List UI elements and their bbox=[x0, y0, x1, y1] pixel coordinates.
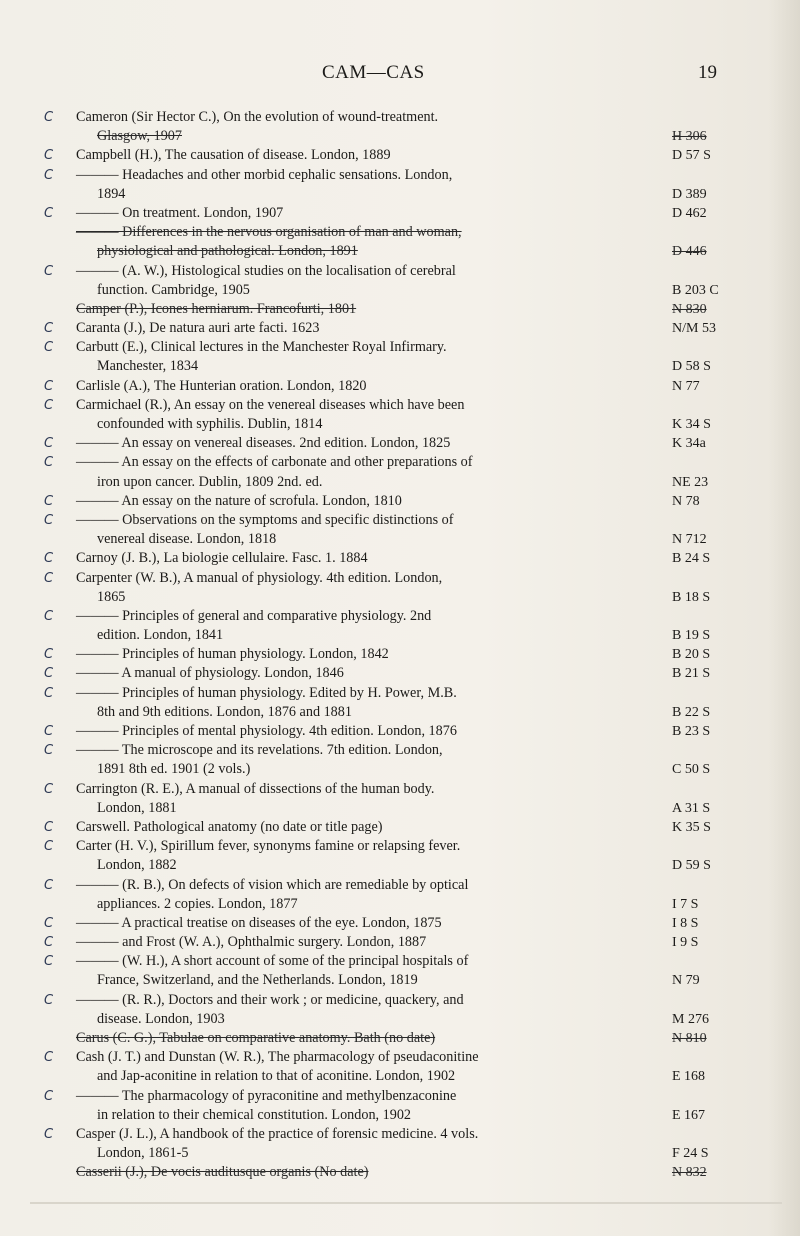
shelf-mark: NE 23 bbox=[672, 474, 709, 490]
catalogue-line bbox=[0, 1010, 800, 1029]
entry-text: ——— Principles of general and comparative physiology. 2nd bbox=[76, 607, 432, 624]
shelf-mark: N 77 bbox=[672, 378, 700, 394]
entry-text: Casper (J. L.), A handbook of the practice of forensic medicine. 4 vols. bbox=[76, 1125, 479, 1142]
shelf-mark: D 462 bbox=[672, 205, 707, 221]
entry-text: Campbell (H.), The causation of disease. London, 1889 bbox=[76, 147, 391, 164]
pencil-mark: C bbox=[44, 551, 54, 567]
catalogue-line bbox=[0, 1125, 800, 1144]
pencil-mark: C bbox=[44, 167, 54, 183]
entry-text: London, 1881 bbox=[97, 799, 177, 816]
page-number: 19 bbox=[698, 62, 717, 83]
catalogue-line bbox=[0, 1163, 800, 1182]
catalogue-line bbox=[0, 242, 800, 261]
shelf-mark: B 22 S bbox=[672, 704, 711, 720]
catalogue-line bbox=[0, 473, 800, 492]
catalogue-line bbox=[0, 146, 800, 165]
catalogue-line bbox=[0, 1048, 800, 1067]
entry-text: appliances. 2 copies. London, 1877 bbox=[97, 895, 298, 912]
pencil-mark: C bbox=[44, 608, 54, 624]
shelf-mark: D 389 bbox=[672, 186, 707, 202]
catalogue-line bbox=[0, 703, 800, 722]
entry-text: iron upon cancer. Dublin, 1809 2nd. ed. bbox=[97, 473, 323, 490]
catalogue-line bbox=[0, 1087, 800, 1106]
pencil-mark: C bbox=[44, 263, 54, 279]
entry-text: ——— On treatment. London, 1907 bbox=[76, 204, 284, 221]
pencil-mark: C bbox=[44, 570, 54, 586]
shelf-mark: K 34 S bbox=[672, 417, 711, 432]
pencil-mark: C bbox=[44, 743, 54, 759]
shelf-mark: B 20 S bbox=[672, 647, 711, 663]
catalogue-line bbox=[0, 166, 800, 185]
entry-text: 1891 8th ed. 1901 (2 vols.) bbox=[97, 761, 251, 778]
shelf-mark: I 9 S bbox=[672, 935, 699, 951]
catalogue-line bbox=[0, 780, 800, 799]
catalogue-line bbox=[0, 511, 800, 530]
entry-text: Casserii (J.), De vocis auditusque organis (No date) bbox=[76, 1164, 369, 1181]
catalogue-line bbox=[0, 549, 800, 568]
catalogue-line bbox=[0, 357, 800, 376]
shelf-mark: C 50 S bbox=[672, 762, 711, 778]
shelf-mark: N 830 bbox=[672, 301, 707, 317]
catalogue-line bbox=[0, 530, 800, 549]
entry-text: and Jap-aconitine in relation to that of aconitine. London, 1902 bbox=[97, 1068, 456, 1085]
entry-text: Camper (P.), Icones herniarum. Francofurti, 1801 bbox=[76, 300, 357, 317]
shelf-mark: K 35 S bbox=[672, 819, 711, 835]
entry-text: Cash (J. T.) and Dunstan (W. R.), The pharmacology of pseudaconitine bbox=[76, 1049, 479, 1066]
pencil-mark: C bbox=[44, 378, 54, 394]
pencil-mark: C bbox=[44, 992, 54, 1008]
catalogue-line bbox=[0, 760, 800, 779]
pencil-mark: C bbox=[44, 877, 54, 893]
entry-text: ——— The microscope and its revelations. 7th edition. London, bbox=[76, 742, 443, 759]
pencil-mark: C bbox=[44, 915, 54, 931]
entry-text: France, Switzerland, and the Netherlands. London, 1819 bbox=[97, 972, 418, 989]
catalogue-line bbox=[0, 1067, 800, 1086]
pencil-mark: C bbox=[44, 148, 54, 164]
catalogue-line bbox=[0, 319, 800, 338]
catalogue-line bbox=[0, 626, 800, 645]
entry-text: ——— (R. B.), On defects of vision which are remediable by optical bbox=[76, 876, 469, 893]
entry-text: ——— Principles of mental physiology. 4th edition. London, 1876 bbox=[76, 723, 457, 739]
pencil-mark: C bbox=[44, 954, 54, 970]
pencil-mark: C bbox=[44, 935, 54, 951]
entry-text: function. Cambridge, 1905 bbox=[97, 281, 250, 298]
shelf-mark: N 712 bbox=[672, 532, 707, 548]
entry-text: ——— Principles of human physiology. Edited by H. Power, M.B. bbox=[76, 684, 457, 701]
shelf-mark: K 34a bbox=[672, 436, 706, 452]
pencil-mark: C bbox=[44, 819, 54, 835]
catalogue-line bbox=[0, 895, 800, 914]
shelf-mark: F 24 S bbox=[672, 1146, 709, 1162]
entry-text: ——— (A. W.), Histological studies on the localisation of cerebral bbox=[76, 262, 456, 279]
entry-text: Carswell. Pathological anatomy (no date or title page) bbox=[76, 818, 383, 835]
catalogue-line bbox=[0, 818, 800, 837]
catalogue-line bbox=[0, 434, 800, 453]
entry-text: Carbutt (E.), Clinical lectures in the Manchester Royal Infirmary. bbox=[76, 339, 447, 356]
entry-text: ——— Headaches and other morbid cephalic sensations. London, bbox=[76, 166, 453, 183]
entry-text: Carrington (R. E.), A manual of dissections of the human body. bbox=[76, 780, 435, 797]
entry-text: Cameron (Sir Hector C.), On the evolution of wound-treatment. bbox=[76, 109, 439, 125]
entry-text: ——— Differences in the nervous organisation of man and woman, bbox=[76, 224, 462, 241]
catalogue-line bbox=[0, 1144, 800, 1163]
shelf-mark: D 59 S bbox=[672, 858, 711, 874]
shelf-mark: N 78 bbox=[672, 493, 700, 509]
catalogue-line bbox=[0, 223, 800, 242]
catalogue-line bbox=[0, 684, 800, 703]
entry-text: Carus (C. G.), Tabulae on comparative anatomy. Bath (no date) bbox=[76, 1030, 436, 1046]
entry-text: 8th and 9th editions. London, 1876 and 1881 bbox=[97, 703, 352, 720]
entry-text: London, 1882 bbox=[97, 857, 177, 874]
page-header bbox=[0, 62, 800, 92]
pencil-mark: C bbox=[44, 321, 54, 337]
entry-text: Carmichael (R.), An essay on the venereal diseases which have been bbox=[76, 396, 465, 413]
catalogue-entries bbox=[0, 108, 800, 1183]
catalogue-line bbox=[0, 914, 800, 933]
catalogue-line bbox=[0, 952, 800, 971]
entry-text: ——— Principles of human physiology. London, 1842 bbox=[76, 646, 389, 663]
pencil-mark: C bbox=[44, 512, 54, 528]
catalogue-line bbox=[0, 262, 800, 281]
pencil-mark: C bbox=[44, 436, 54, 452]
entry-text: venereal disease. London, 1818 bbox=[97, 531, 277, 548]
entry-text: Carlisle (A.), The Hunterian oration. London, 1820 bbox=[76, 377, 367, 394]
entry-text: ——— An essay on the effects of carbonate and other preparations of bbox=[76, 454, 473, 471]
entry-text: disease. London, 1903 bbox=[97, 1010, 225, 1027]
entry-text: ——— (R. R.), Doctors and their work ; or medicine, quackery, and bbox=[76, 991, 464, 1008]
shelf-mark: B 24 S bbox=[672, 551, 711, 567]
entry-text: ——— Observations on the symptoms and specific distinctions of bbox=[76, 511, 454, 528]
catalogue-line bbox=[0, 300, 800, 319]
catalogue-line bbox=[0, 1106, 800, 1125]
catalogue-line bbox=[0, 991, 800, 1010]
shelf-mark: I 7 S bbox=[672, 896, 699, 912]
entry-text: ——— An essay on venereal diseases. 2nd edition. London, 1825 bbox=[76, 435, 451, 452]
catalogue-line bbox=[0, 1029, 800, 1048]
pencil-mark: C bbox=[44, 839, 54, 855]
catalogue-line bbox=[0, 837, 800, 856]
catalogue-line bbox=[0, 492, 800, 511]
shelf-mark: D 57 S bbox=[672, 148, 711, 164]
entry-text: physiological and pathological. London, 1891 bbox=[97, 243, 358, 260]
catalogue-line bbox=[0, 396, 800, 415]
shelf-mark: H 306 bbox=[672, 129, 707, 145]
shelf-mark: B 19 S bbox=[672, 628, 711, 644]
shelf-mark: B 203 C bbox=[672, 282, 719, 298]
shelf-mark: I 8 S bbox=[672, 915, 699, 931]
shelf-mark: E 168 bbox=[672, 1069, 706, 1085]
entry-text: confounded with syphilis. Dublin, 1814 bbox=[97, 416, 323, 432]
page-bottom-rule bbox=[30, 1202, 782, 1204]
running-head: CAM—CAS bbox=[322, 62, 425, 83]
catalogue-line bbox=[0, 127, 800, 146]
entry-text: ——— A manual of physiology. London, 1846 bbox=[76, 665, 344, 682]
catalogue-line bbox=[0, 453, 800, 472]
shelf-mark: N/M 53 bbox=[672, 321, 716, 337]
entry-text: in relation to their chemical constitution. London, 1902 bbox=[97, 1106, 412, 1123]
catalogue-line bbox=[0, 607, 800, 626]
catalogue-line bbox=[0, 377, 800, 396]
pencil-mark: C bbox=[44, 1088, 54, 1104]
catalogue-line bbox=[0, 569, 800, 588]
pencil-mark: C bbox=[44, 110, 54, 125]
catalogue-line bbox=[0, 281, 800, 300]
catalogue-line bbox=[0, 741, 800, 760]
shelf-mark: M 276 bbox=[672, 1011, 709, 1027]
shelf-mark: E 167 bbox=[672, 1107, 706, 1123]
catalogue-line bbox=[0, 799, 800, 818]
catalogue-line bbox=[0, 645, 800, 664]
catalogue-line bbox=[0, 338, 800, 357]
shelf-mark: D 58 S bbox=[672, 359, 711, 375]
catalogue-line bbox=[0, 722, 800, 741]
entry-text: edition. London, 1841 bbox=[97, 627, 224, 644]
shelf-mark: N 810 bbox=[672, 1031, 707, 1046]
catalogue-line bbox=[0, 108, 800, 127]
entry-text: ——— and Frost (W. A.), Ophthalmic surgery. London, 1887 bbox=[76, 934, 427, 951]
catalogue-line bbox=[0, 588, 800, 607]
catalogue-line bbox=[0, 933, 800, 952]
entry-text: Carnoy (J. B.), La biologie cellulaire. Fasc. 1. 1884 bbox=[76, 550, 368, 567]
entry-text: Manchester, 1834 bbox=[97, 358, 199, 375]
shelf-mark: B 23 S bbox=[672, 724, 711, 739]
shelf-mark: N 79 bbox=[672, 973, 700, 989]
catalogue-line bbox=[0, 876, 800, 895]
entry-text: Carter (H. V.), Spirillum fever, synonyms famine or relapsing fever. bbox=[76, 838, 461, 855]
catalogue-line bbox=[0, 664, 800, 683]
shelf-mark: D 446 bbox=[672, 244, 707, 260]
entry-text: Glasgow, 1907 bbox=[97, 128, 182, 145]
catalogue-line bbox=[0, 415, 800, 434]
pencil-mark: C bbox=[44, 1050, 54, 1066]
pencil-mark: C bbox=[44, 455, 54, 471]
entry-text: ——— An essay on the nature of scrofula. London, 1810 bbox=[76, 492, 402, 509]
entry-text: ——— A practical treatise on diseases of the eye. London, 1875 bbox=[76, 914, 442, 931]
pencil-mark: C bbox=[44, 647, 54, 663]
shelf-mark: B 21 S bbox=[672, 666, 711, 682]
pencil-mark: C bbox=[44, 685, 54, 701]
pencil-mark: C bbox=[44, 666, 54, 682]
entry-text: Caranta (J.), De natura auri arte facti. 1623 bbox=[76, 320, 320, 337]
shelf-mark: N 832 bbox=[672, 1165, 707, 1181]
pencil-mark: C bbox=[44, 205, 54, 221]
catalogue-line bbox=[0, 856, 800, 875]
catalogue-line bbox=[0, 204, 800, 223]
catalogue-line bbox=[0, 971, 800, 990]
entry-text: London, 1861-5 bbox=[97, 1145, 189, 1162]
pencil-mark: C bbox=[44, 493, 54, 509]
entry-text: 1865 bbox=[97, 588, 126, 605]
pencil-mark: C bbox=[44, 781, 54, 797]
pencil-mark: C bbox=[44, 724, 54, 739]
entry-text: ——— (W. H.), A short account of some of the principal hospitals of bbox=[76, 953, 469, 970]
entry-text: ——— The pharmacology of pyraconitine and methylbenzaconine bbox=[76, 1087, 457, 1104]
shelf-mark: B 18 S bbox=[672, 589, 711, 605]
pencil-mark: C bbox=[44, 397, 54, 413]
entry-text: 1894 bbox=[97, 185, 126, 202]
pencil-mark: C bbox=[44, 1126, 54, 1142]
pencil-mark: C bbox=[44, 340, 54, 356]
catalogue-line bbox=[0, 185, 800, 204]
shelf-mark: A 31 S bbox=[672, 800, 711, 816]
entry-text: Carpenter (W. B.), A manual of physiology. 4th edition. London, bbox=[76, 569, 443, 586]
